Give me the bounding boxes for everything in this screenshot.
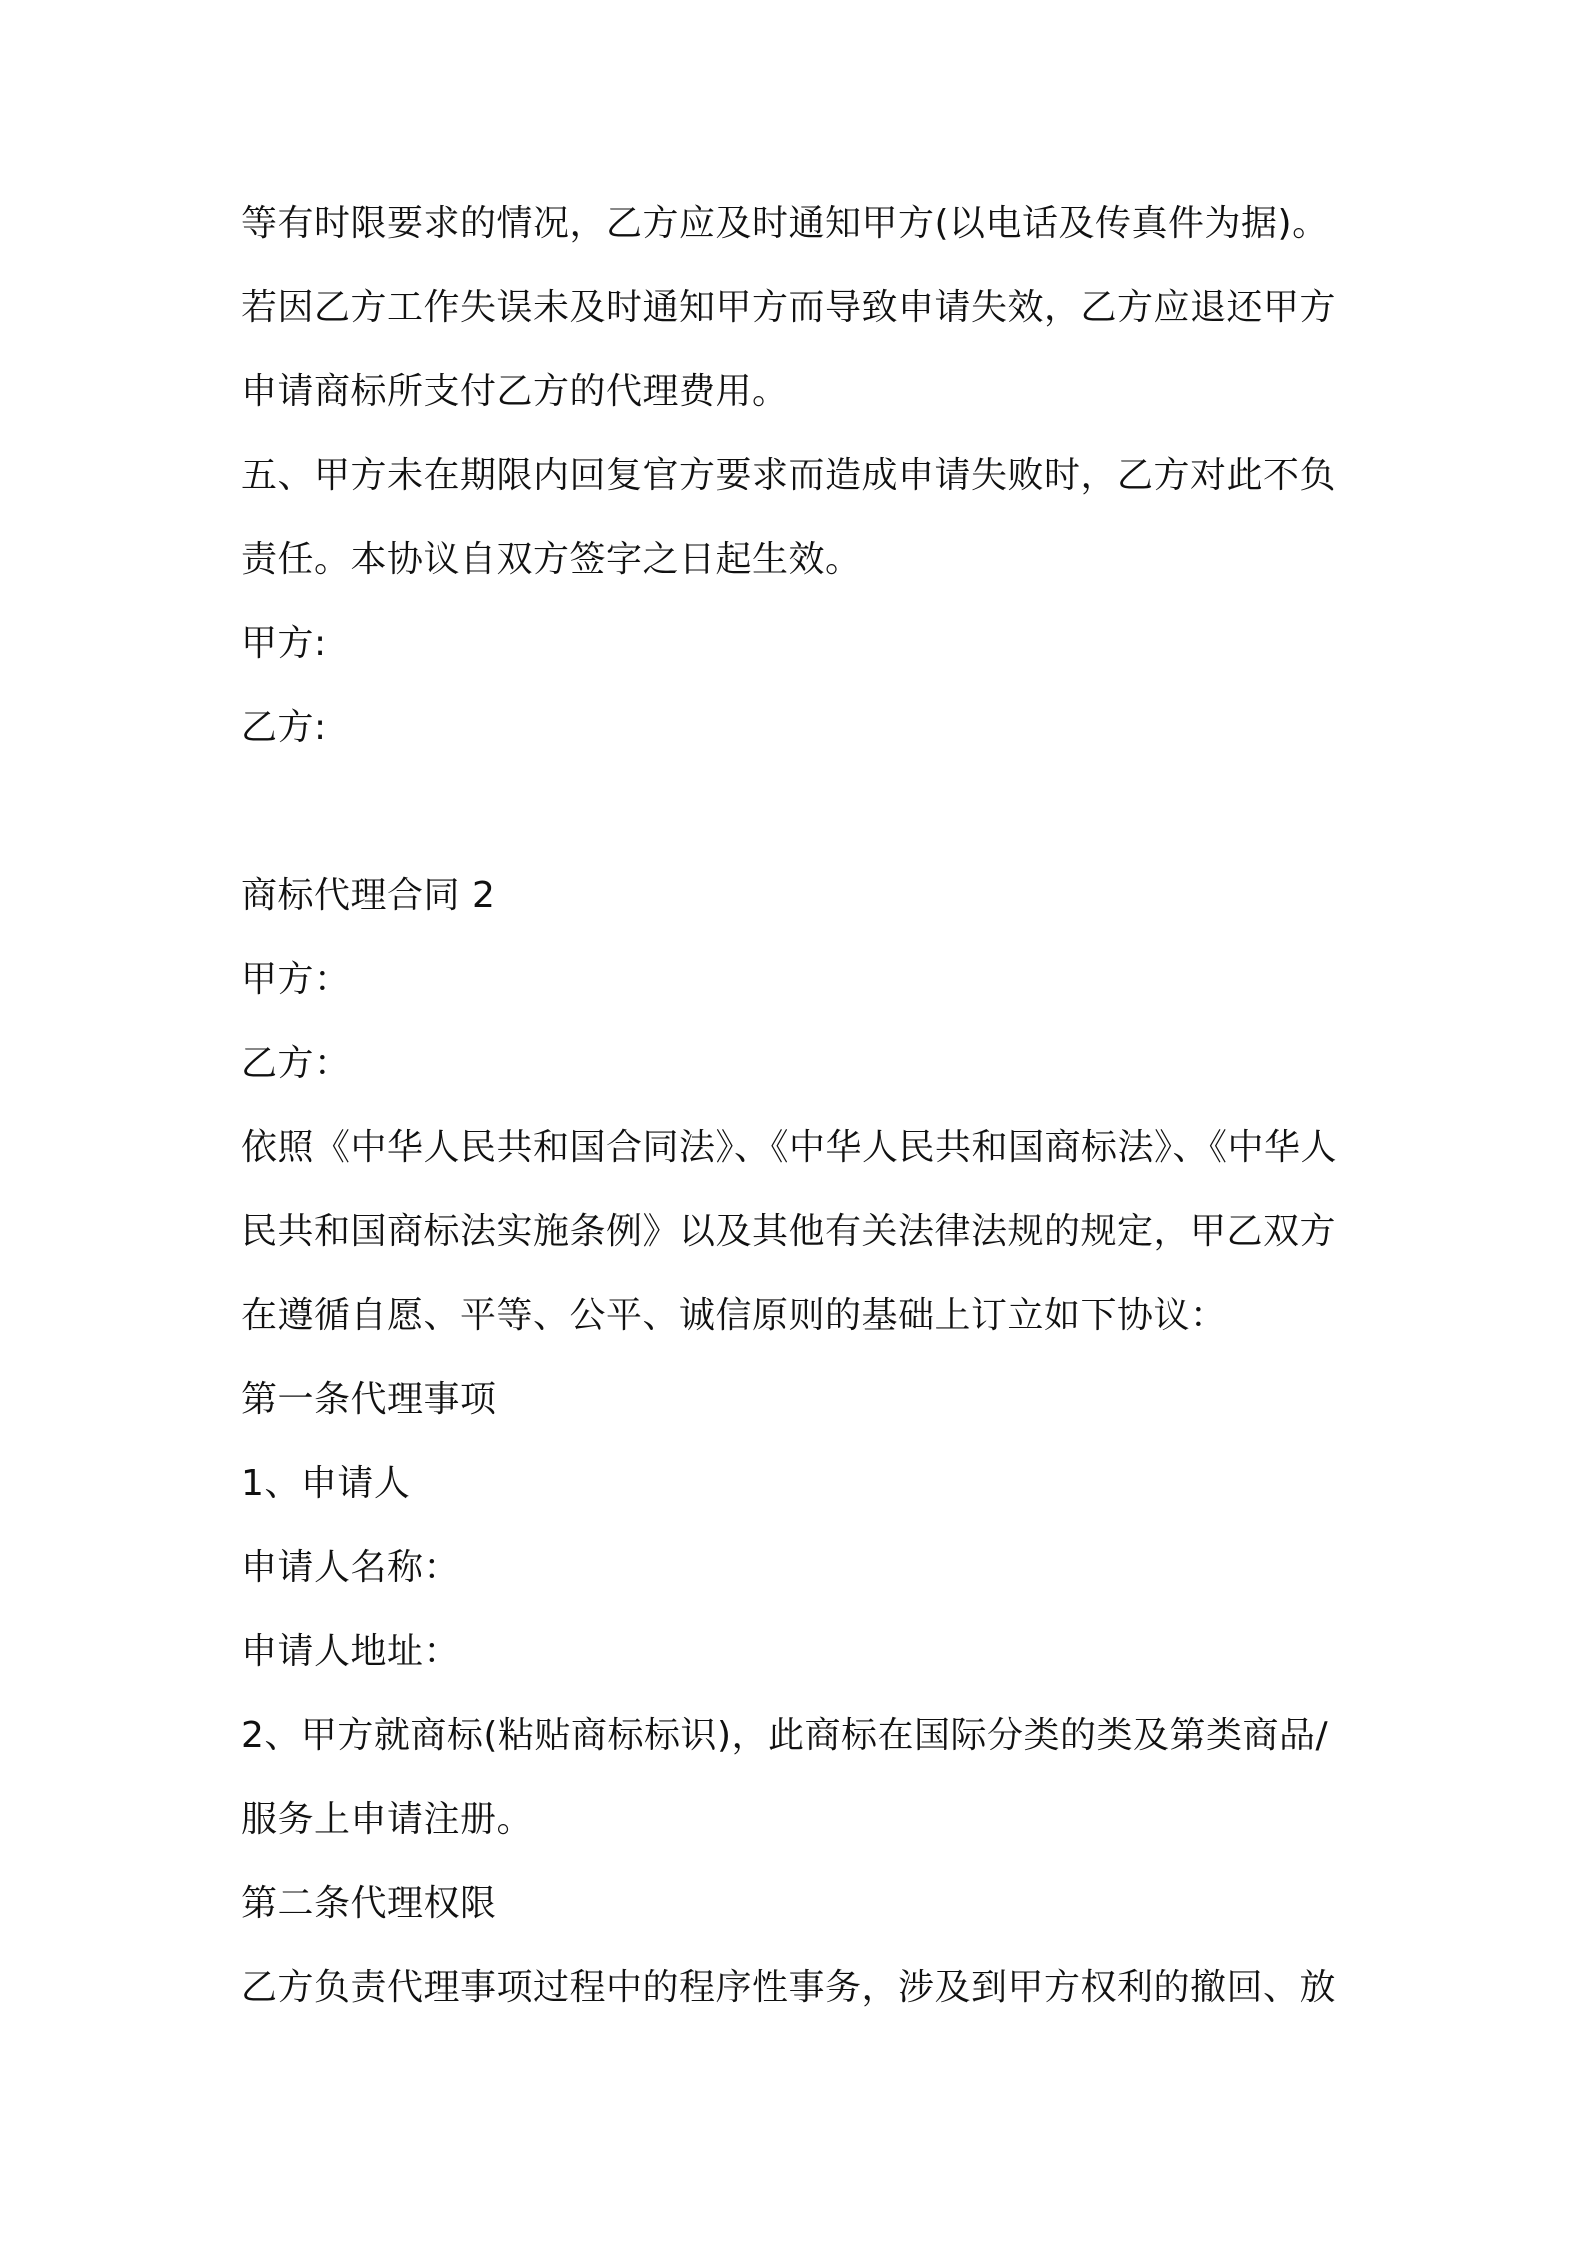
text-line: 依照《中华人民共和国合同法》、《中华人民共和国商标法》、《中华人	[241, 1127, 1338, 1168]
text-line: 乙方负责代理事项过程中的程序性事务，涉及到甲方权利的撤回、放	[241, 1967, 1337, 2008]
text-line: 责任。本协议自双方签字之日起生效。	[241, 539, 862, 580]
text-line: 2、甲方就商标(粘贴商标标识)，此商标在国际分类的类及第类商品/	[241, 1715, 1329, 1756]
clause-heading: 第二条代理权限	[241, 1883, 497, 1924]
text-line: 在遵循自愿、平等、公平、诚信原则的基础上订立如下协议：	[241, 1295, 1227, 1336]
text-line: 申请商标所支付乙方的代理费用。	[241, 371, 789, 412]
applicant-name-label: 申请人名称：	[241, 1547, 461, 1588]
clause-heading: 第一条代理事项	[241, 1379, 497, 1420]
party-b-label: 乙方:	[241, 707, 327, 748]
applicant-address-label: 申请人地址：	[241, 1631, 461, 1672]
text-line: 1、申请人	[241, 1463, 411, 1504]
party-a-label: 甲方：	[241, 959, 351, 1000]
section-title: 商标代理合同 2	[241, 875, 496, 916]
text-line: 民共和国商标法实施条例》以及其他有关法律法规的规定，甲乙双方	[241, 1211, 1337, 1252]
party-a-label: 甲方:	[241, 623, 327, 664]
party-b-label: 乙方：	[241, 1043, 351, 1084]
text-line: 五、甲方未在期限内回复官方要求而造成申请失败时，乙方对此不负	[241, 455, 1337, 496]
text-line: 服务上申请注册。	[241, 1799, 534, 1840]
text-line: 等有时限要求的情况，乙方应及时通知甲方(以电话及传真件为据)。	[241, 203, 1329, 244]
text-line: 若因乙方工作失误未及时通知甲方而导致申请失效，乙方应退还甲方	[241, 287, 1337, 328]
